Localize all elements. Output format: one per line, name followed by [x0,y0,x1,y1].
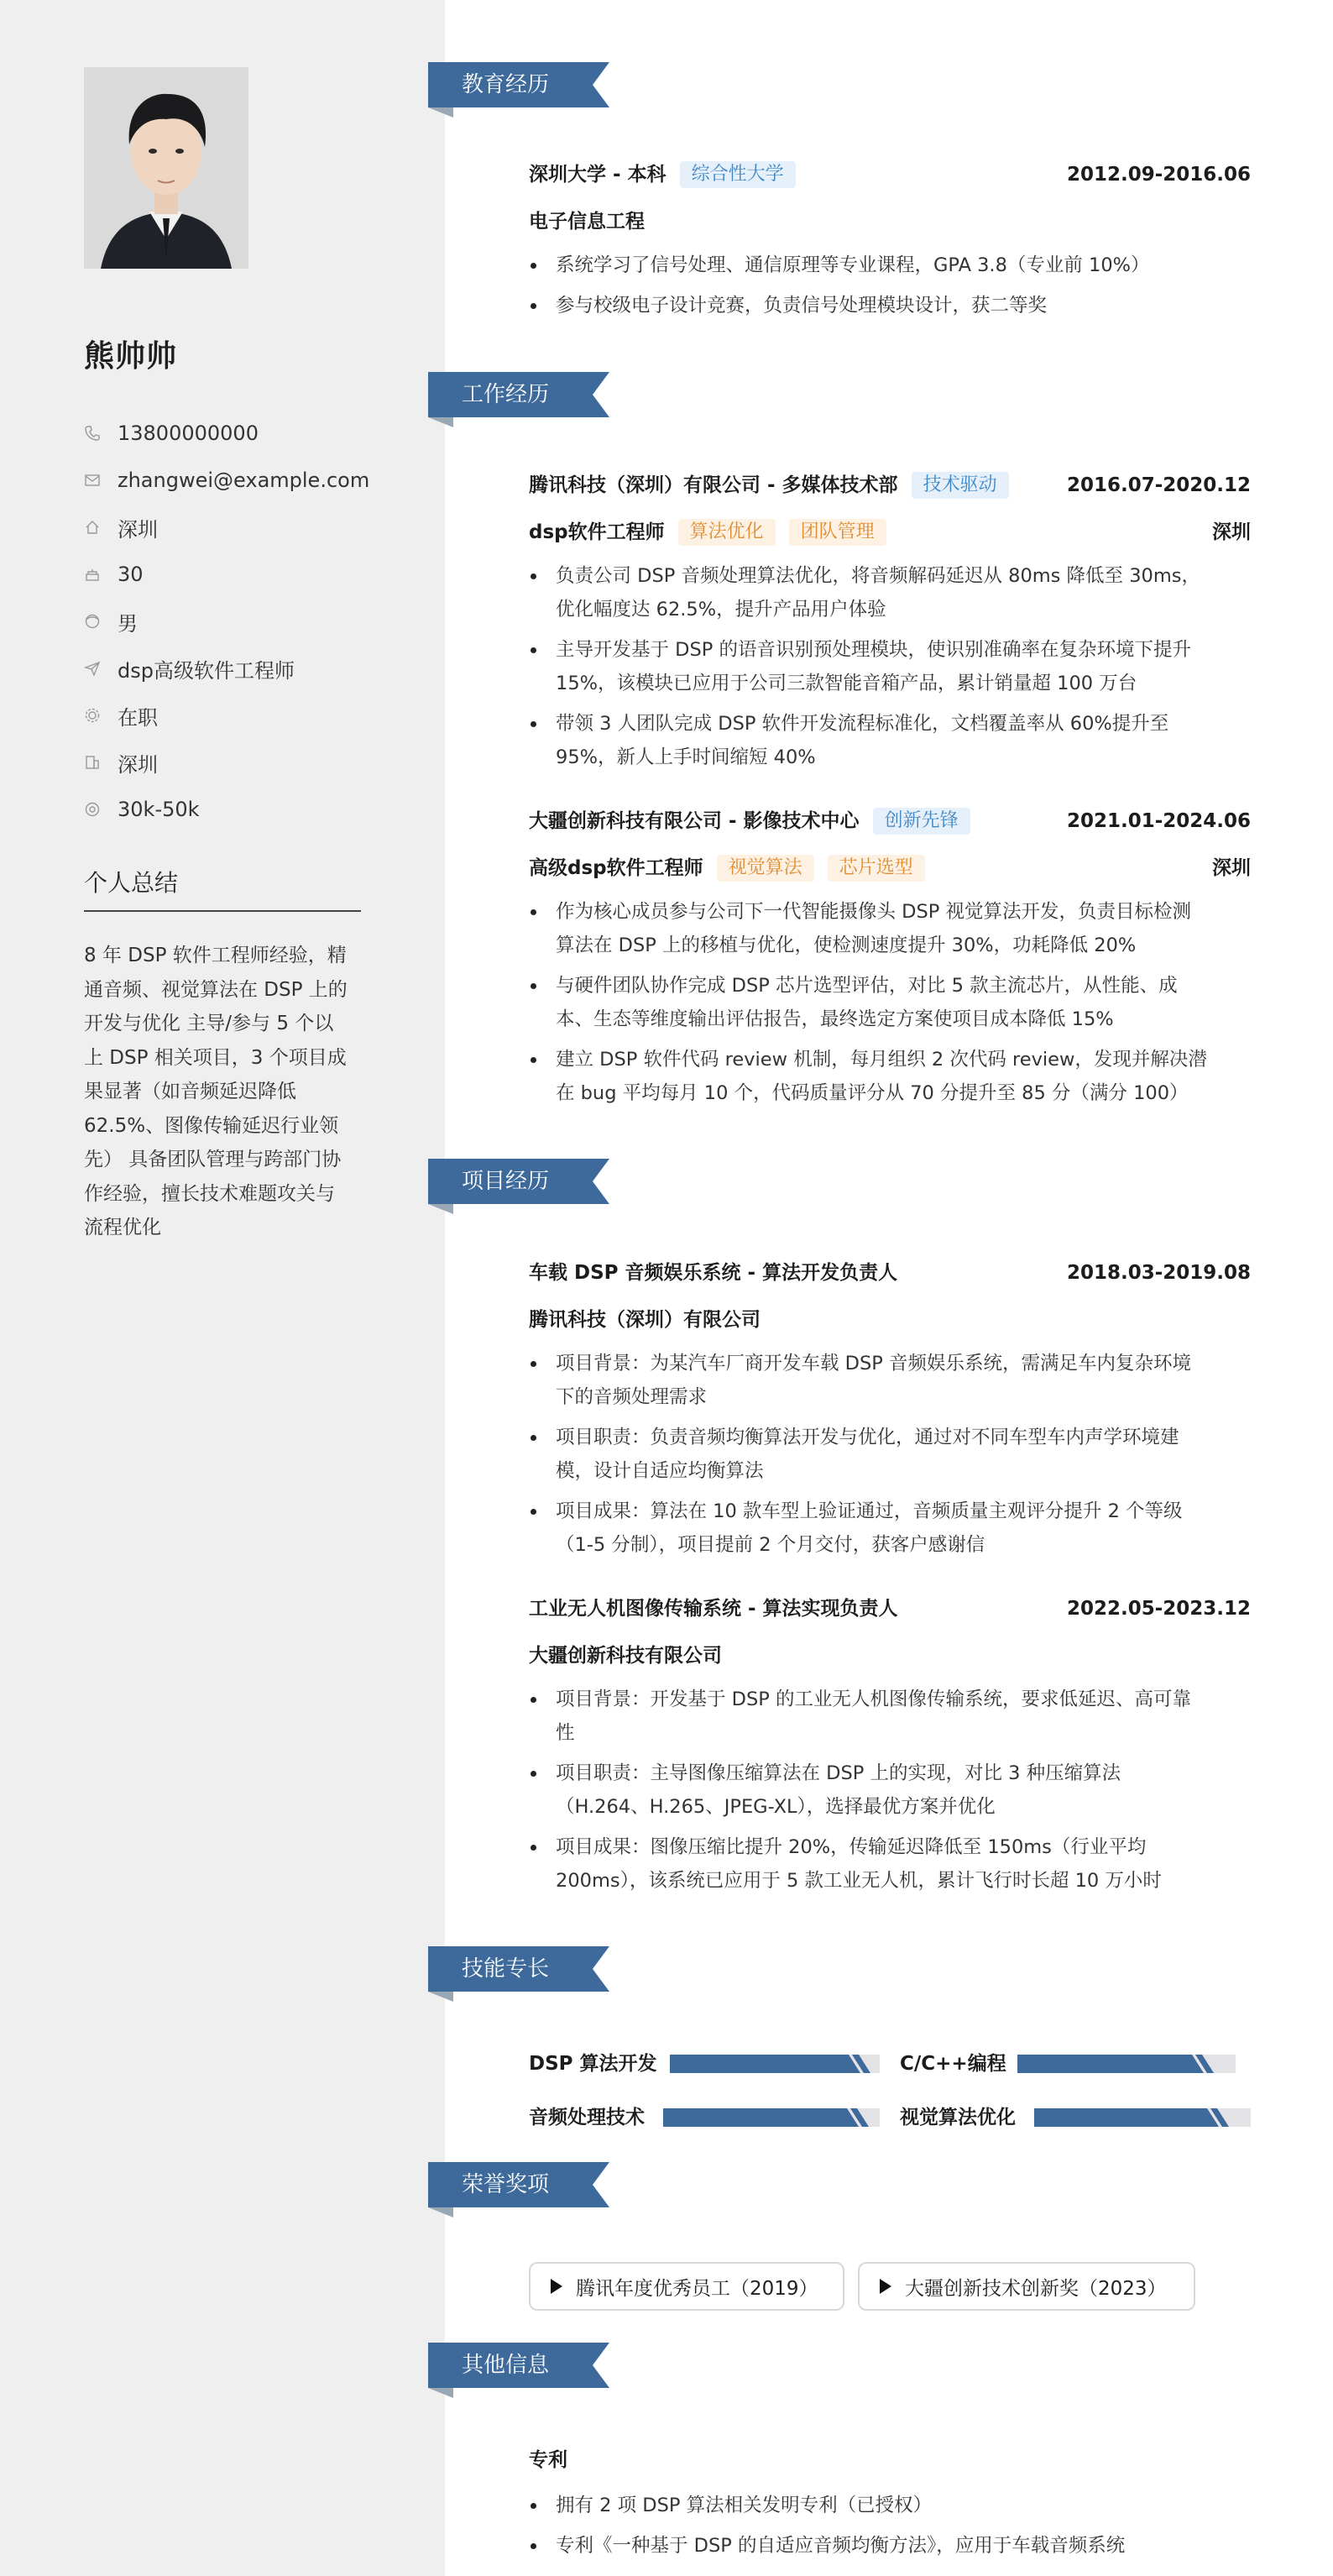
work-date: 2016.07-2020.12 [1066,474,1251,496]
summary-line: 流程优化 [84,1217,161,1238]
project-bullets [529,1347,1251,1562]
school-name: 深圳大学 - 本科 [529,164,666,186]
company-tag: 创新先锋 [873,808,970,835]
age-text: 30 [118,563,144,586]
candidate-name: 熊帅帅 [84,339,178,374]
education-bullets [529,249,1251,322]
status-gear-icon [84,707,101,724]
project-entry-2 [529,1592,1251,1904]
building-icon [84,754,101,771]
list-item: 专利《一种基于 DSP 的自适应音频均衡方法》，应用于车载音频系统 [529,2529,1251,2563]
play-triangle-icon [880,2279,891,2294]
play-triangle-icon [551,2279,562,2294]
skill-bar-fill [1017,2055,1236,2073]
info-phone [84,410,420,457]
project-header [529,1592,1251,1626]
honor-text: 腾讯年度优秀员工（2019） [576,2277,818,2300]
skill-bar-fill [663,2108,880,2127]
info-job-title [84,645,420,692]
list-item: 项目职责：负责音频均衡算法开发与优化，通过对不同车型车内声学环境建 模，设计自适应均衡算法 [529,1421,1251,1488]
project-bullets [529,1683,1251,1898]
skill-item [900,2102,1252,2128]
skill-level-fill [663,2108,859,2127]
work-header [529,804,1251,838]
send-icon [84,660,101,677]
role-title: dsp软件工程师 [529,521,665,543]
other-info-block [529,2443,1251,2569]
skill-bar-fill [1034,2108,1251,2127]
education-major-row [529,205,1251,238]
summary-line: 上 DSP 相关项目，3 个项目成 [84,1046,347,1069]
work-date: 2021.01-2024.06 [1066,810,1251,832]
list-item: 主导开发基于 DSP 的语音识别预处理模块，使识别准确率在复杂环境下提升 15%，该模块已应用于公司三款智能音箱产品，累计销量超 100 万台 [529,633,1251,700]
sidebar [0,0,445,2576]
project-org: 腾讯科技（深圳）有限公司 [529,1309,761,1331]
section-title-education: 教育经历 [462,72,550,97]
skill-bar [1034,2108,1251,2127]
person-face-icon [84,613,101,630]
skill-level-fill [670,2055,860,2073]
summary-text [84,939,365,1245]
info-email [84,457,420,504]
mail-icon [84,472,101,489]
company-tag: 技术驱动 [912,472,1009,499]
other-heading-row [529,2443,1251,2477]
gender-text: 男 [118,611,138,636]
project-date: 2018.03-2019.08 [1066,1262,1251,1284]
list-item: 拥有 2 项 DSP 算法相关发明专利（已授权） [529,2489,1251,2522]
education-major: 电子信息工程 [529,211,645,233]
education-date: 2012.09-2016.06 [1066,164,1251,186]
project-header [529,1256,1251,1290]
salary-text: 30k-50k [118,798,200,821]
honor-text: 大疆创新技术创新奖（2023） [905,2277,1167,2300]
phone-icon [84,425,101,442]
info-salary [84,786,420,833]
location-text: 深圳 [118,517,158,542]
summary-line: 果显著（如音频延迟降低 [84,1081,296,1102]
work-entry-2 [529,804,1251,1117]
cake-icon [84,566,101,583]
summary-line: 通音频、视觉算法在 DSP 上的 [84,978,348,1001]
summary-line: 作经验，擅长技术难题攻关与 [84,1182,335,1205]
summary-title: 个人总结 [84,865,361,912]
skill-level-fill [1017,2055,1204,2073]
skill-item [900,2049,1252,2074]
company-name: 腾讯科技（深圳）有限公司 - 多媒体技术部 [529,474,898,496]
list-item: 负责公司 DSP 音频处理算法优化，将音频解码延迟从 80ms 降低至 30ms， 优化幅度达 62.5%，提升产品用户体验 [529,559,1251,626]
list-item: 建立 DSP 软件代码 review 机制，每月组织 2 次代码 review，发现并解决潜 在 bug 平均每月 10 个，代码质量评分从 70 分提升至 85 分（满分 100） [529,1043,1251,1110]
other-heading: 专利 [529,2449,567,2471]
list-item: 项目成果：算法在 10 款车型上验证通过，音频质量主观评分提升 2 个等级 （1-5 分制），项目提前 2 个月交付，获客户感谢信 [529,1495,1251,1562]
project-entry-1 [529,1256,1251,1568]
school-tag: 综合性大学 [680,161,796,188]
info-age [84,551,420,598]
role-tag: 算法优化 [678,519,776,546]
role-tag: 团队管理 [789,519,886,546]
work-bullets [529,895,1251,1110]
work-role-row [529,516,1251,549]
info-gender [84,598,420,645]
company-name: 大疆创新科技有限公司 - 影像技术中心 [529,810,860,832]
contact-info [84,410,420,833]
role-title: 高级dsp软件工程师 [529,857,703,879]
work-header [529,469,1251,502]
skill-bar-fill [670,2055,880,2073]
job-title-text: dsp高级软件工程师 [118,658,295,683]
section-banner-education [428,62,609,107]
list-item: 与硬件团队协作完成 DSP 芯片选型评估，对比 5 款主流芯片，从性能、成 本、生态等维度输出评估报告，最终选定方案使项目成本降低 15% [529,969,1251,1036]
avatar [84,67,248,269]
avatar-portrait [84,67,248,269]
info-target-city [84,739,420,786]
list-item: 项目背景：开发基于 DSP 的工业无人机图像传输系统，要求低延迟、高可靠 性 [529,1683,1251,1750]
section-banner-projects [428,1159,609,1204]
honor-item [529,2262,844,2311]
work-entry-1 [529,469,1251,781]
other-bullets [529,2489,1251,2563]
section-title-honors: 荣誉奖项 [462,2172,550,2197]
skill-bar [670,2055,880,2073]
skill-bar [1017,2055,1236,2073]
target-city-text: 深圳 [118,752,158,777]
coin-icon [84,801,101,818]
section-banner-honors [428,2162,609,2207]
summary-line: 先） 具备团队管理与跨部门协 [84,1149,342,1170]
section-banner-skills [428,1946,609,1992]
work-bullets [529,559,1251,774]
list-item: 项目职责：主导图像压缩算法在 DSP 上的实现，对比 3 种压缩算法 （H.264、H.265、JPEG-XL），选择最优方案并优化 [529,1757,1251,1824]
summary-line: 开发与优化 主导/参与 5 个以 [84,1013,334,1034]
project-title: 车载 DSP 音频娱乐系统 - 算法开发负责人 [529,1262,898,1284]
education-block [529,158,1251,329]
summary-line: 62.5%、图像传输延迟行业领 [84,1114,339,1137]
list-item: 参与校级电子设计竞赛，负责信号处理模块设计，获二等奖 [529,289,1251,322]
work-city: 深圳 [1212,521,1251,543]
list-item: 作为核心成员参与公司下一代智能摄像头 DSP 视觉算法开发，负责目标检测 算法在 DSP 上的移植与优化，使检测速度提升 30%，功耗降低 20% [529,895,1251,962]
skill-name: 视觉算法优化 [900,2106,1016,2128]
project-org: 大疆创新科技有限公司 [529,1645,722,1667]
section-title-other: 其他信息 [462,2353,550,2378]
project-org-row [529,1639,1251,1673]
work-role-row [529,851,1251,885]
list-item: 带领 3 人团队完成 DSP 软件开发流程标准化，文档覆盖率从 60%提升至 95%，新人上手时间缩短 40% [529,707,1251,774]
section-banner-work [428,372,609,417]
list-item: 系统学习了信号处理、通信原理等专业课程，GPA 3.8（专业前 10%） [529,249,1251,282]
section-title-projects: 项目经历 [462,1169,550,1194]
skill-name: 音频处理技术 [529,2106,645,2128]
education-header [529,158,1251,191]
info-status [84,692,420,739]
section-title-skills: 技能专长 [462,1956,550,1982]
email-text: zhangwei@example.com [118,469,370,492]
status-text: 在职 [118,705,158,730]
skill-bar [663,2108,880,2127]
project-title: 工业无人机图像传输系统 - 算法实现负责人 [529,1598,898,1620]
list-item: 项目成果：图像压缩比提升 20%，传输延迟降低至 150ms（行业平均 200ms），该系统已应用于 5 款工业无人机，累计飞行时长超 10 万小时 [529,1830,1251,1898]
project-org-row [529,1303,1251,1337]
project-date: 2022.05-2023.12 [1066,1598,1251,1620]
role-tag: 芯片选型 [828,855,925,882]
skill-item [529,2102,881,2128]
skill-item [529,2049,881,2074]
section-title-work: 工作经历 [462,382,550,407]
home-icon [84,519,101,536]
section-banner-other [428,2343,609,2388]
skill-name: DSP 算法开发 [529,2052,657,2075]
info-location [84,504,420,551]
role-tag: 视觉算法 [717,855,814,882]
list-item: 项目背景：为某汽车厂商开发车载 DSP 音频娱乐系统，需满足车内复杂环境 下的音频处理需求 [529,1347,1251,1414]
skill-name: C/C++编程 [900,2052,1006,2075]
skill-level-fill [1034,2108,1219,2127]
honor-item [858,2262,1195,2311]
phone-text: 13800000000 [118,421,259,445]
work-city: 深圳 [1212,857,1251,879]
summary-line: 8 年 DSP 软件工程师经验，精 [84,945,347,966]
